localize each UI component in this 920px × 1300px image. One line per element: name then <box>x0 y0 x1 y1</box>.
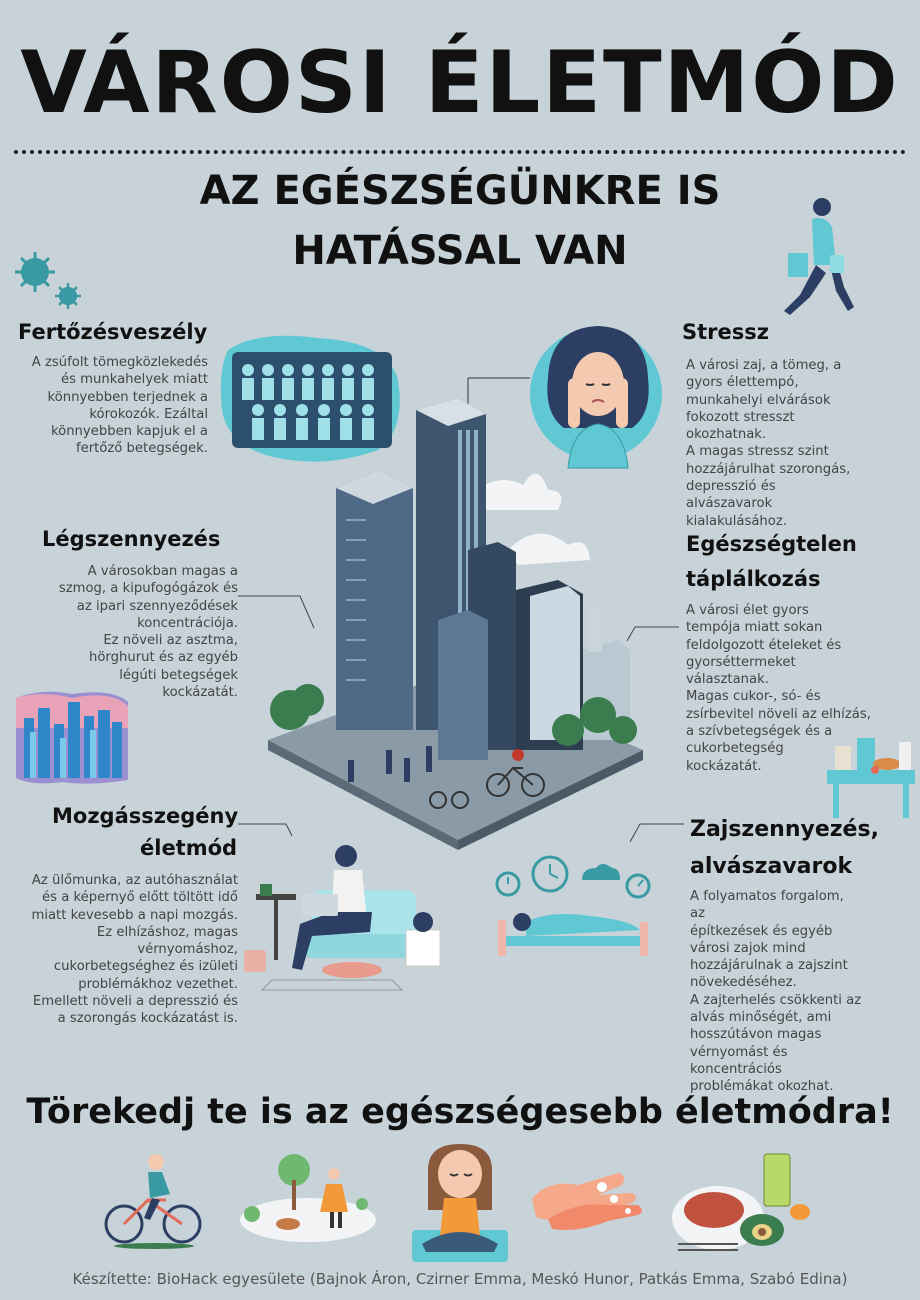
call-to-action: Törekedj te is az egészségesebb életmódra! <box>26 1092 894 1132</box>
healthy-food-icon <box>668 1148 818 1258</box>
handwash-icon <box>528 1165 648 1235</box>
credit-line: Készítette: BioHack egyesülete (Bajnok Áron, Czirner Emma, Meskó Hunor, Patkás Emma, Szabó Edina) <box>72 1270 848 1288</box>
meditation-icon <box>408 1140 512 1264</box>
title-divider <box>14 150 906 154</box>
noise-text: A folyamatos forgalom, az építkezések és egyéb városi zajok mind hozzájárulnak a zajszint növekedéséhez. A zajterhelés csökkenti az alvás minőségét, ami hosszútávon magas vérnyomást és koncentrációs problémákat okozhat. <box>690 889 862 1095</box>
sedentary-heading-line-1: Mozgásszegény <box>52 804 239 828</box>
park-walk-icon <box>238 1150 378 1245</box>
nutrition-connector-line <box>625 625 685 645</box>
nutrition-heading-line-2: táplálkozás <box>686 567 821 591</box>
sedentary-connector-line <box>238 820 298 840</box>
walking-person-icon <box>770 195 860 320</box>
nutrition-heading-line-1: Egészségtelen <box>686 532 857 556</box>
noise-heading-line-1: Zajszennyezés, <box>690 817 879 842</box>
subtitle-line-2: HATÁSSAL VAN <box>292 228 628 274</box>
sedentary-heading-line-2: életmód <box>140 836 238 860</box>
infection-text: A zsúfolt tömegközlekedés és munkahelyek miatt könnyebben terjednek a kórokozók. Ezáltal könnyebben kapjuk el a fertőző betegségek. <box>31 355 208 457</box>
stress-heading: Stressz <box>682 320 769 344</box>
noise-heading-line-2: alvászavarok <box>690 854 853 879</box>
infection-heading: Fertőzésveszély <box>18 320 208 344</box>
smog-city-illustration <box>12 688 130 786</box>
nutrition-text: A városi élet gyors tempója miatt sokan feldolgozott ételeket és gyorséttermeket választanak. Magas cukor-, só- és zsírbevitel növeli az elhízás, a szívbetegségek és a cukorbetegség kockázatát. <box>686 603 871 774</box>
sleeping-clocks-illustration <box>490 850 660 960</box>
city-skyscrapers-illustration <box>268 370 648 850</box>
sedentary-text: Az ülőmunka, az autóhasználat és a képernyő előtt töltött idő miatt kevesebb a napi mozgás. Ez elhízáshoz, magas vérnyomáshoz, cukorbetegséghez és izületi problémákhoz vezethet. Emellett növeli a depresszió és a szorongás kockázatást is. <box>31 873 238 1027</box>
sitting-laptop-illustration <box>242 840 442 990</box>
fast-food-illustration <box>825 730 917 820</box>
air-pollution-text: A városokban magas a szmog, a kipufogógázok és az ipari szennyeződések koncentrációja. Ez növeli az asztma, hörghurut és az egyéb légúti betegségek kockázatát. <box>58 564 238 701</box>
air-pollution-heading: Légszennyezés <box>42 527 221 551</box>
cyclist-icon <box>100 1150 208 1250</box>
stress-text: A városi zaj, a tömeg, a gyors élettempó, munkahelyi elvárások fokozott stresszt okozhatnak. A magas stressz szint hozzájárulhat szorongás, depresszió és alvászavarok kialakulásához. <box>686 358 851 529</box>
poster-title: VÁROSI ÉLETMÓD <box>20 33 900 133</box>
air-connector-line <box>238 592 318 632</box>
noise-connector-line <box>620 820 690 850</box>
virus-icon <box>10 250 90 315</box>
subtitle-line-1: AZ EGÉSZSÉGÜNKRE IS <box>199 168 721 214</box>
